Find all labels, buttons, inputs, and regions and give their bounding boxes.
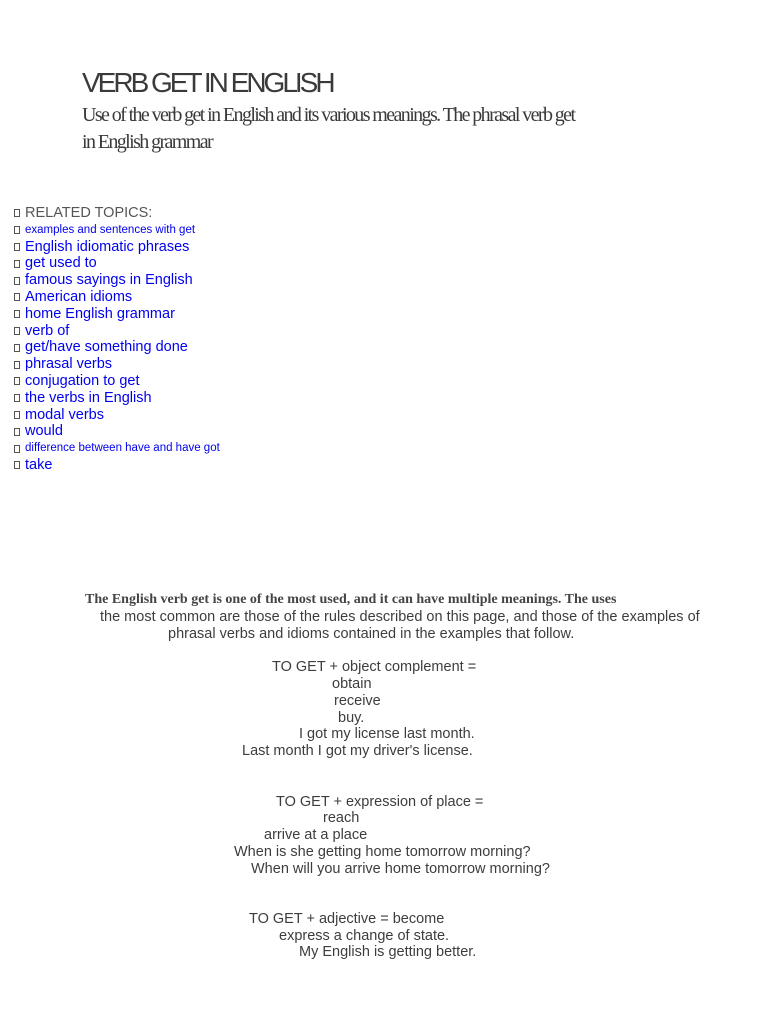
related-link-row — [14, 306, 220, 323]
related-link-row — [14, 407, 220, 424]
bullet-box-icon — [14, 260, 20, 268]
meaning-buy: buy. — [338, 710, 365, 726]
subtitle-line-2: in English grammar — [82, 131, 213, 153]
intro-bold-line: The English verb get is one of the most used, and it can have multiple meanings. The uses — [85, 592, 617, 607]
bullet-box-icon — [14, 209, 20, 217]
page-subtitle — [82, 102, 602, 156]
related-link-row — [14, 440, 220, 457]
related-link-home-grammar[interactable]: home English grammar — [25, 305, 175, 322]
related-link-row — [14, 423, 220, 440]
bullet-box-icon — [14, 461, 20, 469]
bullet-box-icon — [14, 428, 20, 436]
example-translation: Last month I got my driver's license. — [242, 743, 473, 759]
meaning-obtain: obtain — [332, 676, 372, 692]
example-sentence: I got my license last month. — [299, 726, 475, 742]
related-topics-heading: RELATED TOPICS: — [25, 205, 153, 221]
page-title: VERB GET IN ENGLISH — [82, 67, 333, 98]
related-link-take[interactable]: take — [25, 456, 53, 473]
related-link-row — [14, 390, 220, 407]
bullet-box-icon — [14, 377, 20, 385]
related-link-phrasal-verbs[interactable]: phrasal verbs — [25, 356, 113, 373]
subtitle-line-1: Use of the verb get in English and its various meanings. The phrasal verb get — [82, 104, 575, 126]
related-link-row — [14, 289, 220, 306]
example-sentence: When is she getting home tomorrow morning? — [234, 844, 531, 860]
bullet-box-icon — [14, 411, 20, 419]
related-link-get-used-to[interactable]: get used to — [25, 255, 97, 272]
bullet-box-icon — [14, 310, 20, 318]
bullet-box-icon — [14, 293, 20, 301]
related-link-modal-verbs[interactable]: modal verbs — [25, 406, 104, 423]
related-link-get-have-done[interactable]: get/have something done — [25, 339, 188, 356]
related-link-idiomatic-phrases[interactable]: English idiomatic phrases — [25, 238, 190, 255]
example-sentence: My English is getting better. — [299, 944, 477, 960]
related-link-row — [14, 323, 220, 340]
related-link-row — [14, 339, 220, 356]
intro-line-3: phrasal verbs and idioms contained in the examples that follow. — [168, 626, 575, 642]
meaning-reach: reach — [323, 810, 360, 826]
bullet-box-icon — [14, 277, 20, 285]
bullet-box-icon — [14, 344, 20, 352]
meaning-receive: receive — [334, 693, 381, 709]
related-link-would[interactable]: would — [25, 423, 63, 440]
bullet-box-icon — [14, 226, 20, 234]
meaning-change-of-state: express a change of state. — [279, 928, 450, 944]
related-link-row — [14, 373, 220, 390]
bullet-box-icon — [14, 445, 20, 453]
related-link-row — [14, 239, 220, 256]
bullet-box-icon — [14, 394, 20, 402]
related-link-american-idioms[interactable]: American idioms — [25, 288, 133, 305]
rule-expression-of-place: TO GET + expression of place = — [276, 794, 484, 810]
related-link-row — [14, 222, 220, 239]
related-link-famous-sayings[interactable]: famous sayings in English — [25, 272, 193, 289]
bullet-box-icon — [14, 243, 20, 251]
related-link-row — [14, 356, 220, 373]
rule-adjective: TO GET + adjective = become — [249, 911, 445, 927]
related-topics-list — [14, 205, 220, 474]
related-link-have-vs-have-got[interactable]: difference between have and have got — [25, 442, 220, 455]
related-link-conjugation-to-get[interactable]: conjugation to get — [25, 372, 140, 389]
related-link-row — [14, 255, 220, 272]
related-link-row — [14, 272, 220, 289]
example-translation: When will you arrive home tomorrow morning? — [251, 861, 550, 877]
related-link-verbs-in-english[interactable]: the verbs in English — [25, 389, 152, 406]
bullet-box-icon — [14, 361, 20, 369]
related-link-verb-of[interactable]: verb of — [25, 322, 70, 339]
related-topics-heading-row — [14, 205, 220, 222]
intro-line-2: the most common are those of the rules described on this page, and those of the examples of — [100, 609, 700, 625]
rule-object-complement: TO GET + object complement = — [272, 659, 477, 675]
meaning-arrive: arrive at a place — [264, 827, 368, 843]
related-link-row — [14, 457, 220, 474]
bullet-box-icon — [14, 327, 20, 335]
related-link-examples-with-get[interactable]: examples and sentences with get — [25, 223, 196, 236]
